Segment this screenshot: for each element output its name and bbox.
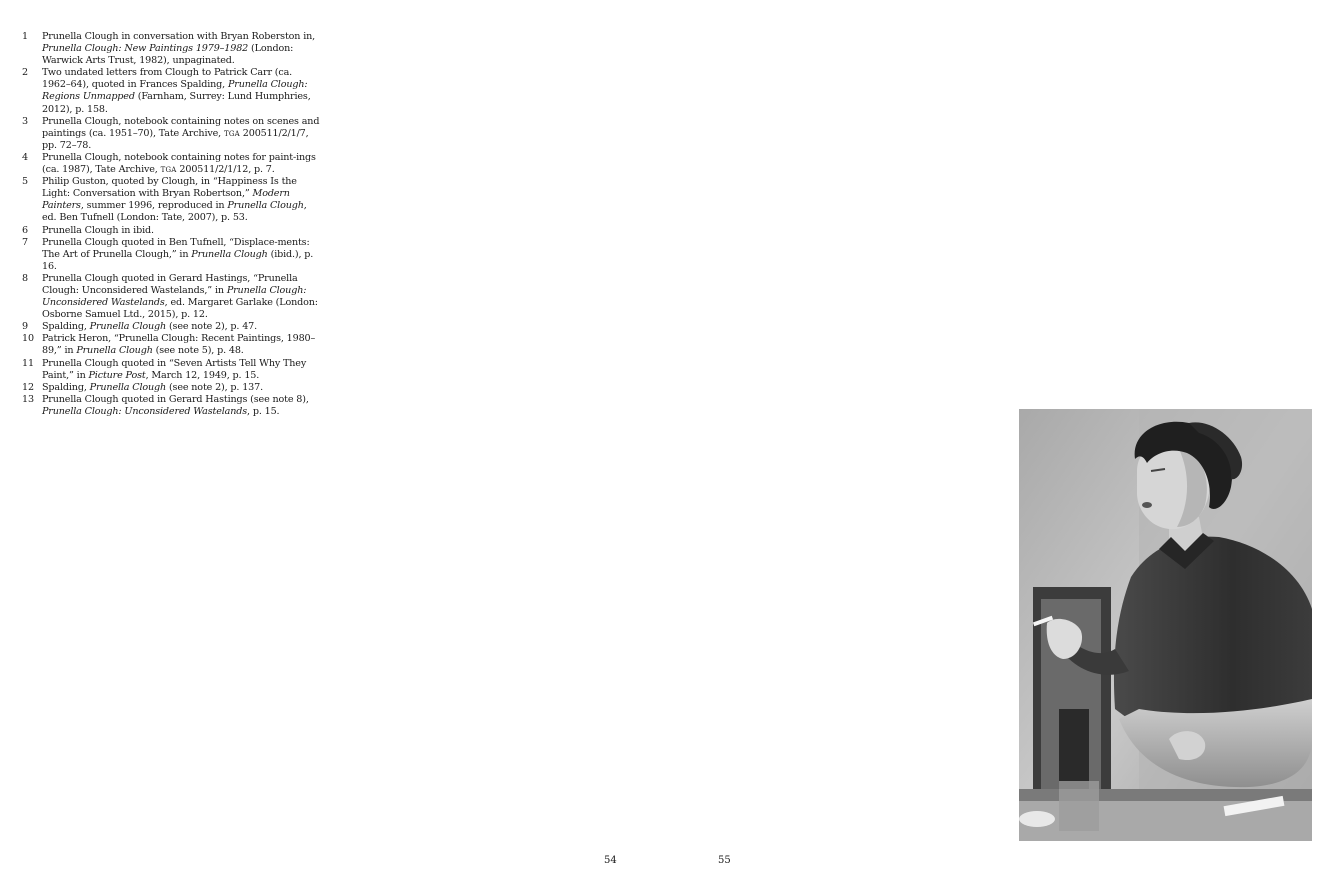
endnote-text-run: (London: Warwick Arts Trust, 1982), unpaginated. <box>42 43 294 67</box>
endnote-text-run: , summer 1996, reproduced in <box>80 200 228 212</box>
endnote-text-run: Prunella Clough quoted in Gerard Hastings (see note 8), <box>42 393 309 405</box>
endnote-text-run: 200511/2/1/7, pp. 72–78. <box>42 127 309 151</box>
endnote-text <box>42 333 322 357</box>
endnote-italic-title: Prunella Clough <box>76 345 153 357</box>
page-number-right: 55 <box>718 855 731 866</box>
endnote-text-run: (ibid.), p. 16. <box>42 248 314 272</box>
endnote-italic-title: Prunella Clough: Unconsidered Wastelands <box>42 405 248 417</box>
endnote-text-run: (see note 2), p. 47. <box>166 321 258 333</box>
endnote-number: 10 <box>22 333 34 345</box>
endnote-number: 8 <box>22 272 28 284</box>
endnote-italic-title: Prunella Clough <box>89 381 167 393</box>
endnote <box>22 321 322 333</box>
endnote-italic-title: Prunella Clough: New Paintings 1979–1982 <box>42 43 249 55</box>
endnotes-list <box>22 31 322 418</box>
endnote-text-run: , p. 15. <box>247 405 280 417</box>
photograph-image <box>1019 409 1312 841</box>
endnote-text-run: , ed. Margaret Garlake (London: Osborne Samuel Ltd., 2015), p. 12. <box>42 297 318 321</box>
endnote-text-run: , March 12, 1949, p. 15. <box>145 369 260 381</box>
endnote-archive-code: tga <box>160 164 177 176</box>
endnote-number: 7 <box>22 236 28 248</box>
endnote-text <box>42 321 322 333</box>
endnote-text-run: (see note 2), p. 137. <box>166 381 263 393</box>
endnote <box>22 152 322 176</box>
endnote-italic-title: Prunella Clough <box>227 200 304 212</box>
endnote <box>22 273 322 321</box>
endnote-text-run: (Farnham, Surrey: Lund Humphries, 2012), p. 158. <box>42 91 311 115</box>
endnote-number: 3 <box>22 115 28 127</box>
endnote <box>22 176 322 224</box>
endnote-text-run: 200511/2/1/12, p. 7. <box>176 164 275 176</box>
endnote-text-run: Prunella Clough quoted in Ben Tufnell, “Displace-ments: The Art of Prunella Clough,” in <box>42 236 310 260</box>
endnote-text <box>42 225 322 237</box>
endnote-number: 1 <box>22 31 28 42</box>
endnote-number: 4 <box>22 151 28 163</box>
endnote-text <box>42 31 322 67</box>
endnote-text-run: Prunella Clough in conversation with Bryan Roberston in, <box>42 31 316 42</box>
endnote-text-run: Prunella Clough in ibid. <box>42 224 154 236</box>
endnote-text <box>42 237 322 273</box>
endnote-number: 11 <box>22 357 34 369</box>
endnote-italic-title: Prunella Clough <box>89 321 167 333</box>
endnote <box>22 31 322 67</box>
endnote-text-run: Prunella Clough quoted in “Seven Artists Tell Why They Paint,” in <box>42 357 307 381</box>
endnote-text-run: (see note 5), p. 48. <box>152 345 244 357</box>
endnote-italic-title: Modern Painters <box>42 188 290 212</box>
endnote-text <box>42 176 322 224</box>
endnote <box>22 382 322 394</box>
endnote-italic-title: Prunella Clough: Unconsidered Wastelands <box>42 284 307 309</box>
endnote-italic-title: Prunella Clough: Regions Unmapped <box>42 79 308 103</box>
endnote-number: 13 <box>22 393 34 405</box>
endnote-text <box>42 273 322 321</box>
endnote-number: 9 <box>22 321 28 333</box>
endnote <box>22 358 322 382</box>
endnote-archive-code: tga <box>223 127 240 139</box>
endnote-text <box>42 67 322 115</box>
endnote-text-run: Spalding, <box>42 321 90 333</box>
artist-photograph <box>1019 409 1312 841</box>
endnote-text <box>42 152 322 176</box>
endnote-italic-title: Picture Post <box>88 369 146 381</box>
endnote-text-run: Spalding, <box>42 381 90 393</box>
endnote-number: 6 <box>22 224 28 236</box>
endnote-text-run: Prunella Clough quoted in Gerard Hastings, “Prunella Clough: Unconsidered Wastelands,” in <box>42 272 298 296</box>
endnote-text <box>42 382 322 394</box>
endnote-text-run: Prunella Clough, notebook containing notes for paint-ings (ca. 1987), Tate Archive, <box>42 151 316 176</box>
endnote-italic-title: Prunella Clough <box>191 248 268 260</box>
endnote-number: 5 <box>22 176 28 188</box>
endnote-text-run: , ed. Ben Tufnell (London: Tate, 2007), p. 53. <box>42 200 307 224</box>
endnote <box>22 67 322 115</box>
endnote-number: 12 <box>22 381 34 393</box>
endnote-text-run: Prunella Clough, notebook containing notes on scenes and paintings (ca. 1951–70), Tate Archive, <box>42 115 320 139</box>
page-number-left: 54 <box>604 855 617 866</box>
endnote <box>22 394 322 418</box>
endnote <box>22 225 322 237</box>
endnote-text <box>42 394 322 418</box>
endnote-text <box>42 116 322 152</box>
endnote <box>22 237 322 273</box>
endnote-number: 2 <box>22 67 28 79</box>
endnote-text-run: Patrick Heron, “Prunella Clough: Recent Paintings, 1980–89,” in <box>42 333 316 357</box>
endnote <box>22 116 322 152</box>
endnote-text-run: Philip Guston, quoted by Clough, in “Happiness Is the Light: Conversation with Bryan Robertson,” <box>42 176 297 200</box>
endnote <box>22 333 322 357</box>
endnote-text <box>42 358 322 382</box>
endnote-text-run: Two undated letters from Clough to Patrick Carr (ca. 1962–64), quoted in Frances Spalding, <box>42 67 293 91</box>
